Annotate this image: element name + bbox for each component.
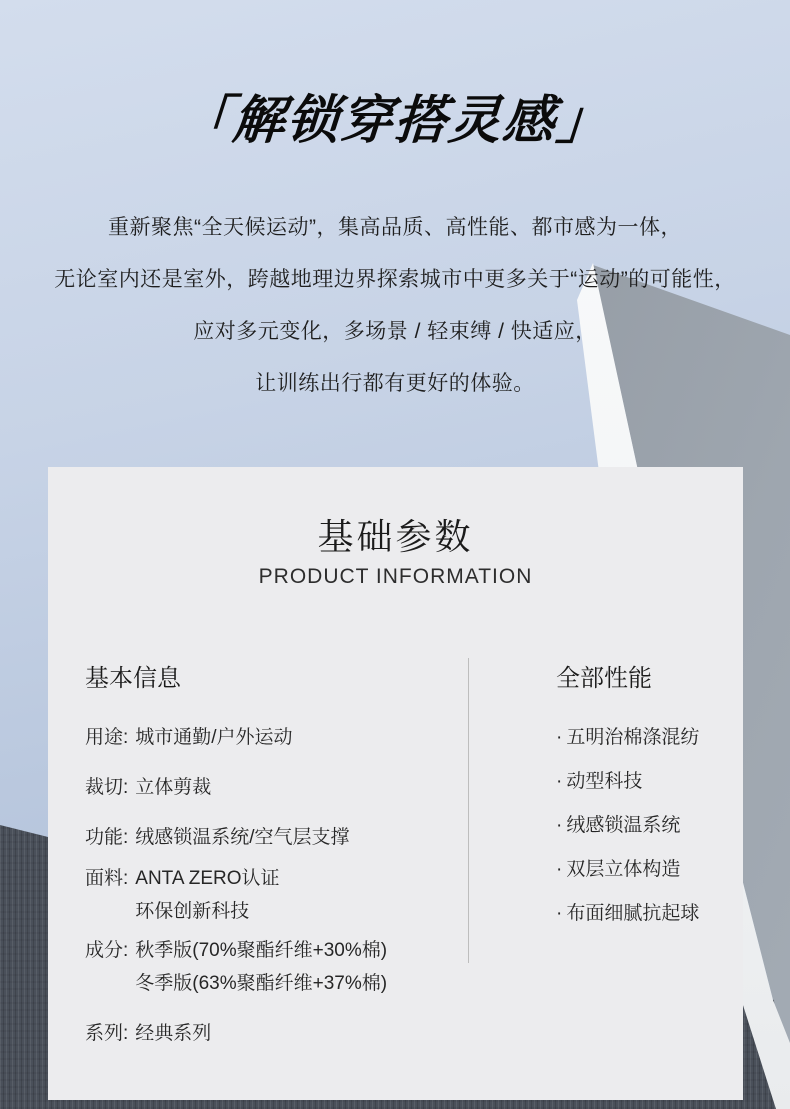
product-information-card [48, 467, 743, 1100]
spec-value [135, 821, 349, 854]
spec-row-series [85, 1017, 463, 1050]
performance-item-label: 五明治棉涤混纺 [566, 727, 700, 748]
performance-item-label: 布面细腻抗起球 [566, 903, 700, 924]
bullet-dot: · [556, 727, 563, 748]
spec-row-composition [85, 934, 463, 1000]
performance-item [556, 853, 699, 886]
spec-label: 系列: [85, 1023, 129, 1044]
spec-label: 成分: [85, 940, 129, 961]
spec-value-line: 环保创新科技 [135, 901, 250, 922]
hero-paragraph-line: 重新聚焦“全天候运动”，集高品质、高性能、都市感为一体， [108, 216, 682, 239]
spec-row-fabric [85, 862, 463, 928]
performance-item [556, 721, 699, 754]
spec-label: 用途: [85, 727, 129, 748]
performance-item-label: 双层立体构造 [566, 859, 681, 880]
spec-label: 裁切: [85, 777, 129, 798]
performance-item [556, 897, 699, 930]
performance-item [556, 809, 699, 842]
spec-value-line: 秋季版(70%聚酯纤维+30%棉) [135, 940, 388, 961]
spec-value [135, 862, 279, 928]
performance-item-label: 绒感锁温系统 [566, 815, 681, 836]
spec-label: 功能: [85, 827, 129, 848]
column-divider [468, 658, 469, 963]
spec-value [135, 771, 211, 804]
spec-value-line: 立体剪裁 [135, 777, 212, 798]
spec-value [135, 934, 387, 1000]
spec-row-function [85, 821, 463, 854]
basic-info-column [85, 662, 463, 1067]
hero-paragraph-line: 无论室内还是室外，跨越地理边界探索城市中更多关于“运动”的可能性， [54, 268, 736, 291]
hero-paragraph-line: 让训练出行都有更好的体验。 [255, 372, 535, 395]
card-title: 基础参数 [317, 516, 474, 557]
basic-info-heading: 基本信息 [85, 665, 181, 692]
hero-paragraph-line: 应对多元变化，多场景 / 轻束缚 / 快适应， [193, 320, 597, 343]
spec-value-line: 经典系列 [135, 1023, 212, 1044]
performance-item-label: 动型科技 [566, 771, 643, 792]
spec-row-cut [85, 771, 463, 804]
performance-item [556, 765, 699, 798]
spec-label: 面料: [85, 868, 129, 889]
spec-value-line: 绒感锁温系统/空气层支撑 [135, 827, 350, 848]
bullet-dot: · [556, 859, 563, 880]
hero-title: 「解锁穿搭灵感」 [176, 92, 613, 150]
spec-value-line: 城市通勤/户外运动 [135, 727, 293, 748]
bullet-dot: · [556, 771, 563, 792]
bullet-dot: · [556, 903, 563, 924]
spec-value [135, 721, 292, 754]
spec-value-line: ANTA ZERO认证 [135, 868, 280, 889]
hero-paragraph [0, 202, 790, 410]
spec-row-usage [85, 721, 463, 754]
spec-columns [85, 662, 708, 1100]
card-subtitle: PRODUCT INFORMATION [258, 565, 533, 588]
performance-column [556, 662, 699, 941]
spec-value [135, 1017, 211, 1050]
performance-heading: 全部性能 [556, 665, 652, 692]
bullet-dot: · [556, 815, 563, 836]
spec-value-line: 冬季版(63%聚酯纤维+37%棉) [135, 973, 388, 994]
